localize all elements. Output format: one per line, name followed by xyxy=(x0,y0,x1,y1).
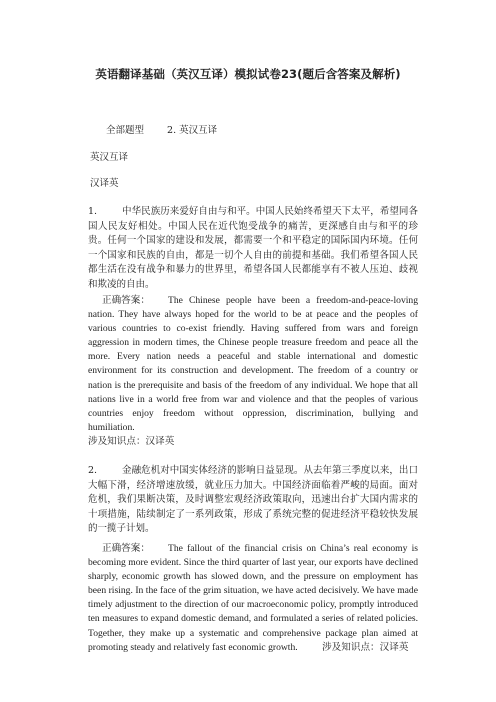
breadcrumb xyxy=(106,123,237,139)
page-title: 英语翻译基础（英汉互译）模拟试卷23(题后含答案及解析) xyxy=(95,67,401,81)
crumb-section[interactable]: 2. 英汉互译 xyxy=(167,125,218,136)
sub-heading: 汉译英 xyxy=(90,178,119,189)
answer-1-text: The Chinese people have been a freedom-and-peace-loving nation. They have always hoped for the world to be at peace and the peoples of various countries to co-exist friendly. Having suffered from wars and foreign aggression in modern times, the Chinese people treasure freedom and peace all the more. Every nation needs a peaceful and stable international and domestic environment for its construction and development. The freedom of a country or nation is the prerequisite and basis of the freedom of any individual. We hope that all nations live in a world free from war and violence and that the peoples of various countries enjoy freedom without oppression, discrimination, bullying and humiliation. xyxy=(88,295,418,433)
answer-2-label: 正确答案： xyxy=(102,543,150,554)
question-1-number: 1. xyxy=(88,206,98,217)
answer-1-label: 正确答案： xyxy=(102,295,150,306)
question-2-text: 金融危机对中国实体经济的影响日益显现。从去年第三季度以来，出口大幅下滑，经济增速放缓，就业压力加大。中国经济面临着严峻的局面。面对危机，我们果断决策，及时调整宏观经济政策取向，迅速出台扩大国内需求的十项措施，陆续制定了一系列政策，形成了系统完整的促进经济平稳较快发展的一揽子计划。 xyxy=(88,465,418,535)
question-2-number: 2. xyxy=(88,465,98,476)
answer-1-knowledge: 涉及知识点：汉译英 xyxy=(88,435,175,447)
crumb-all-types[interactable]: 全部题型 xyxy=(106,125,145,136)
answer-1 xyxy=(88,294,418,449)
answer-2 xyxy=(88,542,418,655)
section-heading: 英汉互译 xyxy=(90,152,129,163)
question-2 xyxy=(88,464,418,537)
question-1 xyxy=(88,205,418,293)
answer-2-knowledge: 涉及知识点：汉译英 xyxy=(322,641,409,653)
answer-2-text: The fallout of the financial crisis on China’s real economy is becoming more evident. Since the third quarter of last year, our exports have declined sharply, economic growth has slowed down, and the pressure on employment has been rising. In the face of the grim situation, we have acted decisively. We have made timely adjustment to the direction of our macroeconomic policy, promptly introduced ten measures to expand domestic demand, and formulated a series of related policies. Together, they make up a systematic and comprehensive package plan aimed at promoting steady and relatively fast economic growth. xyxy=(88,543,418,653)
question-1-text: 中华民族历来爱好自由与和平。中国人民始终希望天下太平，希望同各国人民友好相处。中国人民在近代饱受战争的痛苦，更深感自由与和平的珍贵。任何一个国家的建设和发展，都需要一个和平稳定的国际国内环境。任何一个国家和民族的自由，都是一切个人自由的前提和基础。我们希望各国人民都生活在没有战争和暴力的世界里，希望各国人民都能享有不被人压迫、歧视和欺凌的自由。 xyxy=(88,206,418,290)
